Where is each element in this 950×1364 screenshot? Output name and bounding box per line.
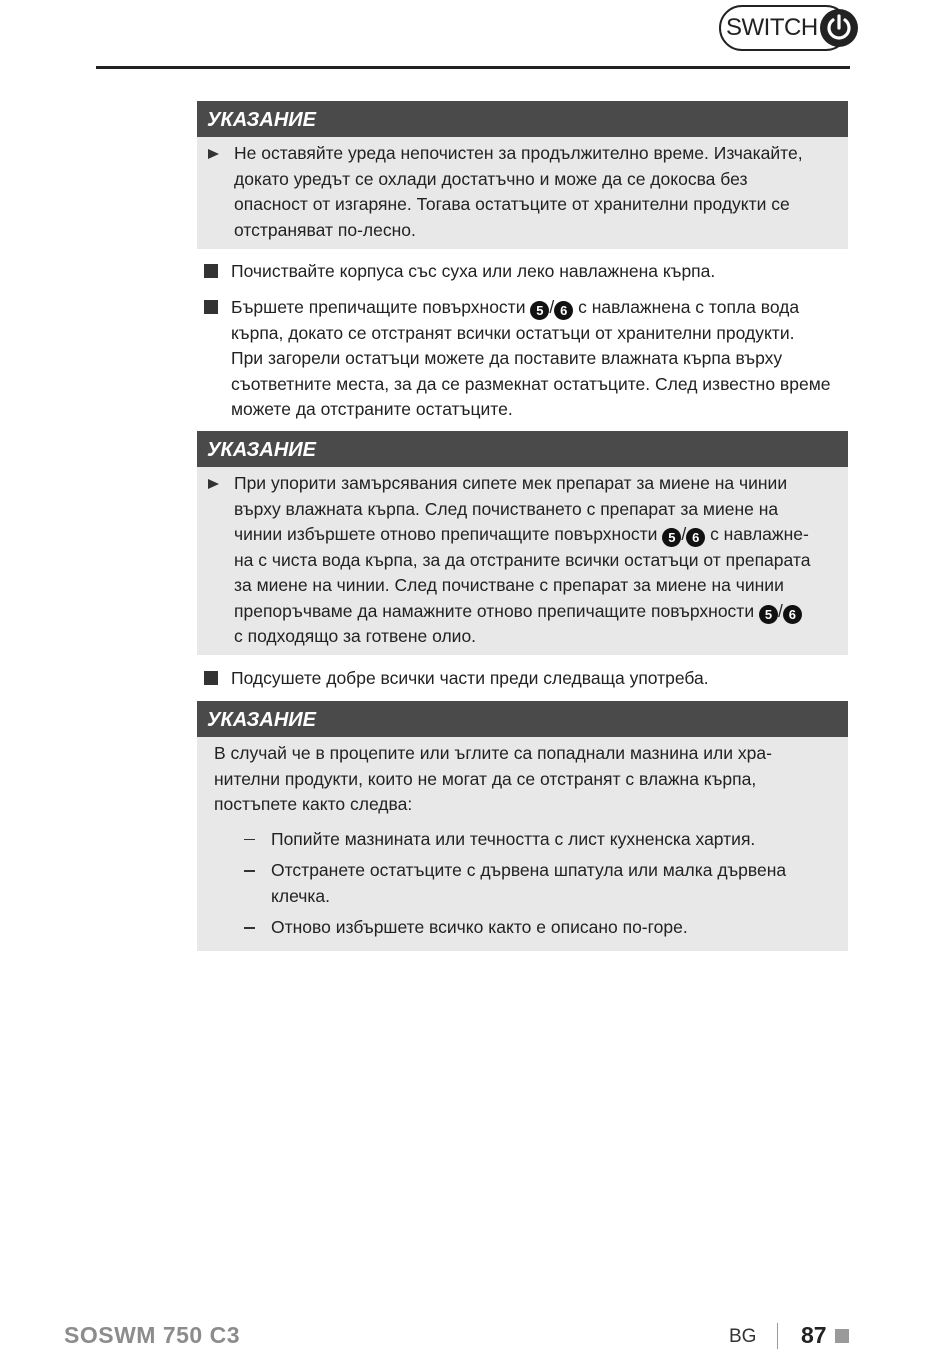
text-line: с подходящо за готвене олио. bbox=[234, 626, 477, 646]
notice-title: УКАЗАНИЕ bbox=[197, 101, 848, 137]
footer-model-number: SOSWM 750 C3 bbox=[64, 1322, 240, 1348]
text-line: клечка. bbox=[271, 885, 330, 906]
part-number-5-icon: 5 bbox=[530, 301, 549, 320]
text-line: докато уредът се охлади достатъчно и може да се докосва без bbox=[234, 168, 748, 189]
dash-bullet-icon bbox=[244, 927, 255, 929]
text-line: кърпа, докато се отстранят всички остатъци от хранителни продукти. bbox=[231, 322, 795, 343]
dash-bullet-icon bbox=[244, 839, 255, 841]
step-list bbox=[207, 827, 834, 941]
text-line: нителни продукти, които не могат да се отстранят с влажна кърпа, bbox=[214, 768, 757, 789]
text-line: на с чиста вода кърпа, за да отстраните всички остатъци от препарата bbox=[234, 549, 811, 570]
page-number: 87 bbox=[801, 1322, 827, 1348]
notice-title: УКАЗАНИЕ bbox=[197, 431, 848, 467]
text-line: Подсушете добре всички части преди следваща употреба. bbox=[231, 668, 709, 688]
text-line: върху влажната кърпа. След почистването с препарат за миене на bbox=[234, 498, 779, 519]
footer-language: BG bbox=[729, 1326, 757, 1347]
notice-box-3 bbox=[197, 701, 848, 951]
bullet-item-3 bbox=[204, 666, 849, 692]
text-line: постъпете както следва: bbox=[214, 794, 413, 814]
list-item bbox=[230, 915, 834, 941]
part-number-6-icon: 6 bbox=[554, 301, 573, 320]
text-line: Почиствайте корпуса със суха или леко навлажнена кърпа. bbox=[231, 261, 716, 281]
brand-logo bbox=[719, 5, 849, 51]
notice-title: УКАЗАНИЕ bbox=[197, 701, 848, 737]
notice-item bbox=[207, 141, 834, 243]
text-line: съответните места, за да се размекнат остатъците. След известно време bbox=[231, 373, 831, 394]
notice-box-2 bbox=[197, 431, 848, 655]
text-line: Не оставяйте уреда непочистен за продължително време. Изчакайте, bbox=[234, 143, 803, 163]
notice-item bbox=[207, 471, 834, 650]
text-line: В случай че в процепите или ъглите са попаднали мазнина или хра- bbox=[214, 743, 772, 763]
list-item bbox=[230, 858, 834, 909]
text-line: чинии избършете отново препичащите повърхности 5 / 6 с навлажне- bbox=[234, 524, 809, 545]
text-line: Отстранете остатъците с дървена шпатула или малка дървена bbox=[271, 860, 787, 880]
text-line: отстраняват по-лесно. bbox=[234, 219, 416, 240]
square-bullet-icon bbox=[204, 671, 218, 685]
arrow-icon bbox=[208, 479, 219, 489]
notice-box-1 bbox=[197, 101, 848, 249]
dash-bullet-icon bbox=[244, 870, 255, 872]
footer-separator bbox=[777, 1323, 778, 1349]
text-line: препоръчваме да намажните отново препичащите повърхности 5 / 6 bbox=[234, 599, 834, 625]
text-line: можете да отстраните остатъците. bbox=[231, 399, 513, 419]
brand-logo-text: SWITCH bbox=[726, 14, 818, 41]
text-line: Попийте мазнината или течността с лист кухненска хартия. bbox=[271, 828, 756, 849]
square-bullet-icon bbox=[204, 264, 218, 278]
part-number-5-icon: 5 bbox=[759, 605, 778, 624]
text-line: При упорити замърсявания сипете мек препарат за миене на чинии bbox=[234, 473, 788, 493]
arrow-icon bbox=[208, 149, 219, 159]
text-line: за миене на чинии. След почистване с препарат за миене на чинии bbox=[234, 575, 784, 595]
bullet-item-1 bbox=[204, 259, 849, 285]
header-rule bbox=[96, 66, 850, 69]
part-number-5-icon: 5 bbox=[662, 528, 681, 547]
bullet-item-2 bbox=[204, 295, 849, 423]
text-line: Отново избършете всичко както е описано по-горе. bbox=[271, 917, 688, 937]
square-bullet-icon bbox=[204, 300, 218, 314]
power-icon bbox=[820, 9, 858, 47]
part-number-6-icon: 6 bbox=[686, 528, 705, 547]
list-item bbox=[230, 827, 834, 853]
notice-intro bbox=[207, 741, 834, 818]
text-line: опасност от изгаряне. Тогава остатъците от хранителни продукти се bbox=[234, 194, 790, 214]
footer-square-icon bbox=[835, 1329, 849, 1343]
text-line: При загорели остатъци можете да поставите влажната кърпа върху bbox=[231, 348, 783, 368]
text-line: Бършете препичащите повърхности 5 / 6 с навлажнена с топла вода bbox=[231, 297, 800, 318]
part-number-6-icon: 6 bbox=[783, 605, 802, 624]
